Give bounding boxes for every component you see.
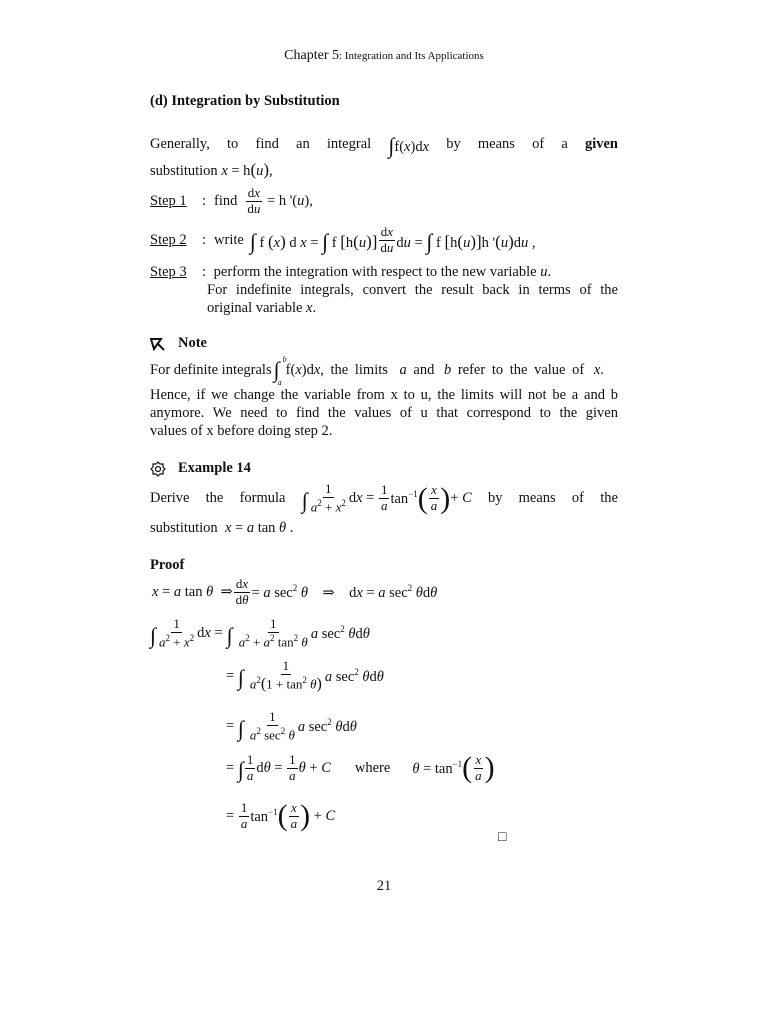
step-2-label: Step 2	[150, 231, 187, 248]
example-word: the	[205, 490, 224, 507]
example-word: formula	[239, 490, 286, 507]
intro-word: of	[532, 136, 545, 152]
proof-where: where	[354, 759, 391, 776]
note-line-1-and: and	[406, 361, 441, 378]
intro-word-given: given	[584, 136, 618, 152]
note-line-4: values of x before doing step 2.	[150, 423, 333, 439]
intro-substitution-word: substitution	[150, 163, 218, 179]
note-line-3: anymore. We need to find the values of u that correspond to the given	[150, 405, 618, 421]
page-number: 21	[376, 878, 392, 894]
chapter-subtitle: : Integration and Its Applications	[339, 50, 484, 62]
intro-line-2: substitution x = h(u),	[150, 160, 273, 179]
step-3-text: perform the integration with respect to the new variable	[213, 264, 541, 280]
example-word: of	[571, 490, 584, 507]
intro-word: Generally,	[150, 136, 210, 152]
step-3-line-3-dot: .	[312, 300, 317, 316]
intro-word: find	[255, 136, 279, 152]
step-3-line-3-var: x	[306, 300, 313, 316]
step-3-line-3-text: original variable	[207, 300, 307, 316]
step-2: Step 2 : write ∫ f (x) d x = ∫ f [h(u)] $\frac{dx}{du}$ du = ∫ f [h(u)]h '(u)du ,	[150, 224, 536, 255]
note-heading	[150, 335, 207, 352]
note-title: Note	[178, 335, 207, 351]
qed-symbol: □	[498, 830, 507, 845]
step-3-var: u	[540, 264, 548, 280]
proof-line-4: = ∫ $\frac{1}{a^2 \sec^2 \theta}$ a $\sec^2 \theta d\theta$	[226, 709, 357, 743]
proof-line-1: x = a tan θ ⇒ $\frac{dx}{d\theta}$ = a $\sec^2 \theta$ ⇒ dx = a $\sec^2 \theta d\theta$	[152, 576, 438, 607]
intro-word: means	[477, 136, 515, 152]
note-line-1-a-var: a	[399, 361, 407, 378]
note-line-1-b-var: b	[443, 361, 452, 378]
note-line-1: For definite integrals ∫ b a f(x)dx , the limits a and b refer to the value of x .	[150, 355, 604, 387]
step-1-label: Step 1	[150, 192, 187, 209]
step-3-dot: .	[547, 264, 552, 280]
section-title: (d) Integration by Substitution	[150, 93, 340, 109]
example-substitution-word: substitution	[150, 520, 218, 536]
example-heading	[150, 460, 251, 477]
example-word: means	[518, 490, 556, 507]
intro-line-1	[150, 133, 618, 156]
proof-line-2: ∫ $\frac{1}{a^2 + x^2}$ dx = ∫ $\frac{1}{a^2 + a^2 \tan^2 \theta}$ a $\sec^2 \theta d\theta$	[150, 616, 370, 650]
note-line-2: Hence, if we change the variable from x to u, the limits will not be a and b	[150, 387, 618, 403]
chapter-label: Chapter 5	[284, 48, 339, 63]
note-line-1-b: , the limits	[320, 361, 395, 378]
proof-line-3: = ∫ $\frac{1}{a^2(1 + \tan^2 \theta)}$ a $\sec^2 \theta d\theta$	[226, 658, 384, 693]
note-line-1-x-var: x	[593, 361, 601, 378]
proof-line-5: = ∫ $\frac{1}{a}$ dθ = $\frac{1}{a}$ θ + C where $\theta = \tan^{-1}$ ( $\frac{x}{a}$ )	[226, 751, 495, 785]
example-title: Example 14	[178, 460, 251, 476]
intro-word: integral	[326, 136, 372, 152]
intro-integral: ∫f(x)dx	[388, 133, 430, 158]
proof-line-6: = $\frac{1}{a}$ $\tan^{-1}$ ( $\frac{x}{a}$ ) + C	[226, 799, 336, 833]
proof-title: Proof	[150, 557, 185, 573]
note-pencil-icon	[150, 337, 166, 351]
step-1: Step 1 : find $\frac{dx}{du}$ = h '(u),	[150, 185, 313, 216]
intro-word: to	[227, 136, 239, 152]
step-1-verb: find	[214, 192, 238, 209]
intro-word: an	[296, 136, 310, 152]
intro-word: a	[561, 136, 568, 152]
step-3-line-2: For indefinite integrals, convert the result back in terms of the	[207, 282, 618, 298]
example-line-1	[150, 482, 618, 515]
example-word: Derive	[150, 490, 190, 507]
note-line-1-dot: .	[600, 361, 604, 378]
page-header	[0, 47, 768, 64]
note-line-1-a: For definite integrals	[150, 361, 272, 378]
step-2-verb: write	[214, 231, 244, 248]
example-line-2: substitution x = a tan θ .	[150, 520, 294, 536]
example-formula: ∫ $\frac{1}{a^2 + x^2}$ dx = $\frac{1}{a}$ $\tan^{-1}$ ( $\frac{x}{a}$ ) + C	[301, 481, 472, 515]
example-word: by	[487, 490, 503, 507]
example-gear-icon	[150, 461, 166, 477]
step-3: Step 3 : perform the integration with respect to the new variable u.	[150, 264, 552, 280]
step-3-line-3	[207, 300, 316, 317]
note-line-1-f: refer to the value of	[451, 361, 591, 378]
intro-word: by	[446, 136, 461, 152]
step-3-label: Step 3	[150, 264, 187, 280]
example-word: the	[600, 490, 618, 507]
